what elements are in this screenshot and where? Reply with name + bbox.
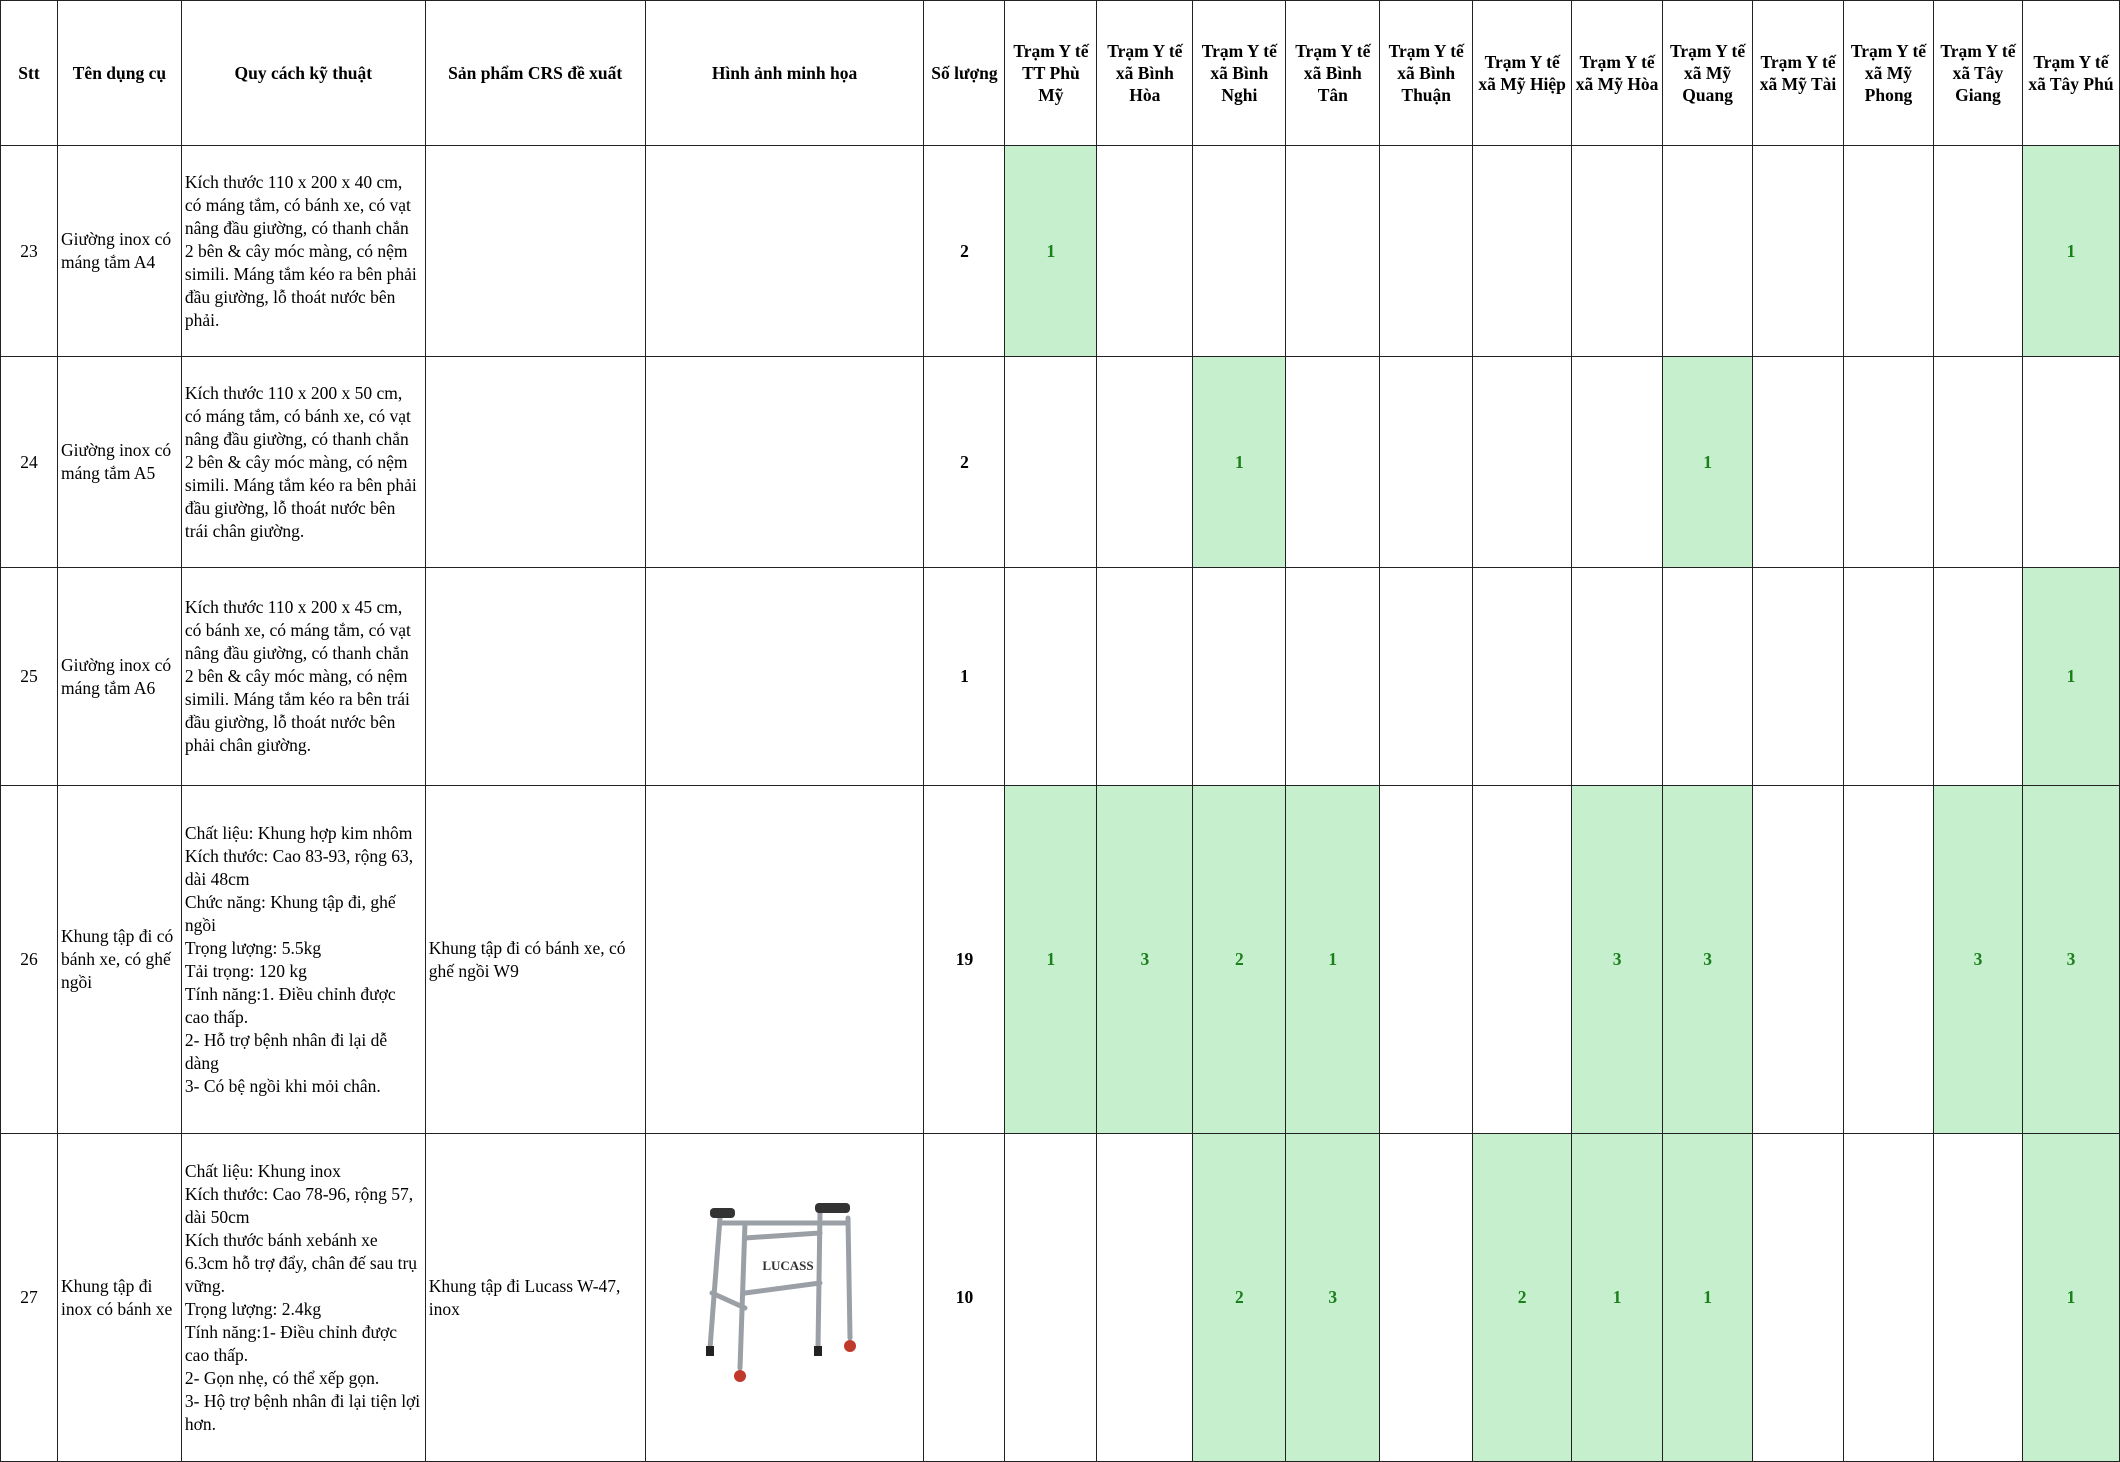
cell-image	[645, 146, 924, 357]
cell-allocation: 1	[1663, 1134, 1753, 1462]
header-image: Hình ảnh minh họa	[645, 1, 924, 146]
cell-allocation: 3	[1286, 1134, 1380, 1462]
header-stt: Stt	[1, 1, 58, 146]
cell-allocation: 2	[1473, 1134, 1572, 1462]
cell-allocation	[1933, 146, 2022, 357]
cell-allocation	[1097, 357, 1193, 568]
cell-allocation: 1	[2022, 568, 2119, 786]
header-product: Sản phẩm CRS đề xuất	[425, 1, 645, 146]
header-spec: Quy cách kỹ thuật	[181, 1, 425, 146]
cell-allocation	[1663, 568, 1753, 786]
cell-allocation	[1380, 568, 1473, 786]
cell-name: Khung tập đi inox có bánh xe	[57, 1134, 181, 1462]
cell-allocation	[1005, 357, 1097, 568]
cell-allocation	[1473, 786, 1572, 1134]
header-name: Tên dụng cụ	[57, 1, 181, 146]
cell-qty: 19	[924, 786, 1005, 1134]
cell-name: Giường inox có máng tắm A6	[57, 568, 181, 786]
header-station: Trạm Y tế xã Bình Hòa	[1097, 1, 1193, 146]
cell-image	[645, 568, 924, 786]
cell-allocation	[1097, 1134, 1193, 1462]
cell-allocation	[2022, 357, 2119, 568]
cell-allocation: 2	[1193, 1134, 1286, 1462]
header-station: Trạm Y tế xã Mỹ Hòa	[1572, 1, 1663, 146]
cell-allocation	[1933, 357, 2022, 568]
cell-allocation	[1933, 1134, 2022, 1462]
cell-stt: 25	[1, 568, 58, 786]
cell-allocation: 3	[2022, 786, 2119, 1134]
header-station: Trạm Y tế xã Bình Nghi	[1193, 1, 1286, 146]
cell-stt: 23	[1, 146, 58, 357]
cell-product: Khung tập đi Lucass W-47, inox	[425, 1134, 645, 1462]
cell-allocation: 3	[1663, 786, 1753, 1134]
header-row	[1, 1, 2120, 146]
cell-stt: 26	[1, 786, 58, 1134]
cell-qty: 2	[924, 357, 1005, 568]
cell-product	[425, 357, 645, 568]
cell-allocation	[1380, 146, 1473, 357]
cell-allocation	[1473, 357, 1572, 568]
cell-product	[425, 146, 645, 357]
cell-allocation	[1844, 568, 1934, 786]
header-station: Trạm Y tế xã Mỹ Tài	[1753, 1, 1844, 146]
cell-allocation	[1844, 786, 1934, 1134]
cell-name: Giường inox có máng tắm A5	[57, 357, 181, 568]
cell-spec: Kích thước 110 x 200 x 50 cm, có máng tắm, có bánh xe, có vạt nâng đầu giường, có thanh chắn 2 bên & cây móc màng, có nệm simili. Máng tắm kéo ra bên phải đầu giường, lỗ thoát nước bên trái chân giường.	[181, 357, 425, 568]
cell-allocation: 1	[1005, 146, 1097, 357]
cell-spec: Chất liệu: Khung inox Kích thước: Cao 78-96, rộng 57, dài 50cm Kích thước bánh xebánh xe 6.3cm hỗ trợ đẩy, chân đế sau trụ vững. Trọng lượng: 2.4kg Tính năng:1- Điều chỉnh được cao thấp. 2- Gọn nhẹ, có thể xếp gọn. 3- Hộ trợ bệnh nhân đi lại tiện lợi hơn.	[181, 1134, 425, 1462]
cell-allocation	[1572, 146, 1663, 357]
cell-name: Giường inox có máng tắm A4	[57, 146, 181, 357]
cell-allocation: 1	[2022, 1134, 2119, 1462]
cell-allocation: 1	[1663, 357, 1753, 568]
cell-allocation: 3	[1097, 786, 1193, 1134]
cell-allocation: 1	[1005, 786, 1097, 1134]
cell-allocation	[1844, 146, 1934, 357]
cell-allocation	[1380, 1134, 1473, 1462]
cell-allocation	[1005, 1134, 1097, 1462]
cell-allocation: 1	[1572, 1134, 1663, 1462]
cell-allocation	[1286, 357, 1380, 568]
cell-allocation	[1286, 146, 1380, 357]
cell-spec: Kích thước 110 x 200 x 40 cm, có máng tắm, có bánh xe, có vạt nâng đầu giường, có thanh chắn 2 bên & cây móc màng, có nệm simili. Máng tắm kéo ra bên phải đầu giường, lỗ thoát nước bên phải.	[181, 146, 425, 357]
header-station: Trạm Y tế xã Bình Thuận	[1380, 1, 1473, 146]
table-row	[1, 146, 2120, 357]
cell-image	[645, 786, 924, 1134]
cell-allocation	[1097, 568, 1193, 786]
cell-allocation	[1753, 146, 1844, 357]
table-row	[1, 357, 2120, 568]
cell-allocation	[1753, 1134, 1844, 1462]
cell-qty: 10	[924, 1134, 1005, 1462]
header-station: Trạm Y tế xã Tây Phú	[2022, 1, 2119, 146]
cell-allocation	[1473, 146, 1572, 357]
cell-spec: Kích thước 110 x 200 x 45 cm, có bánh xe, có máng tắm, có vạt nâng đầu giường, có thanh chắn 2 bên & cây móc màng, có nệm simili. Máng tắm kéo ra bên trái đầu giường, lỗ thoát nước bên phải chân giường.	[181, 568, 425, 786]
walker-image	[649, 1198, 921, 1398]
cell-image	[645, 357, 924, 568]
cell-allocation	[1193, 146, 1286, 357]
cell-product: Khung tập đi có bánh xe, có ghế ngồi W9	[425, 786, 645, 1134]
header-station: Trạm Y tế TT Phù Mỹ	[1005, 1, 1097, 146]
cell-allocation	[1097, 146, 1193, 357]
cell-allocation: 2	[1193, 786, 1286, 1134]
cell-qty: 2	[924, 146, 1005, 357]
walker-brand-label: LUCASS	[761, 1257, 814, 1273]
cell-allocation	[1844, 357, 1934, 568]
cell-allocation	[1753, 786, 1844, 1134]
cell-allocation	[1380, 357, 1473, 568]
cell-allocation: 1	[2022, 146, 2119, 357]
header-station: Trạm Y tế xã Mỹ Hiệp	[1473, 1, 1572, 146]
cell-name: Khung tập đi có bánh xe, có ghế ngồi	[57, 786, 181, 1134]
header-station: Trạm Y tế xã Mỹ Phong	[1844, 1, 1934, 146]
cell-qty: 1	[924, 568, 1005, 786]
cell-allocation	[1193, 568, 1286, 786]
cell-allocation	[1286, 568, 1380, 786]
table-row	[1, 786, 2120, 1134]
cell-allocation	[1380, 786, 1473, 1134]
cell-allocation	[1933, 568, 2022, 786]
cell-allocation	[1663, 146, 1753, 357]
cell-allocation: 3	[1933, 786, 2022, 1134]
header-qty: Số lượng	[924, 1, 1005, 146]
header-station: Trạm Y tế xã Tây Giang	[1933, 1, 2022, 146]
cell-allocation	[1753, 568, 1844, 786]
cell-product	[425, 568, 645, 786]
table-row	[1, 568, 2120, 786]
cell-stt: 27	[1, 1134, 58, 1462]
cell-allocation	[1473, 568, 1572, 786]
cell-spec: Chất liệu: Khung hợp kim nhôm Kích thước: Cao 83-93, rộng 63, dài 48cm Chức năng: Khung tập đi, ghế ngồi Trọng lượng: 5.5kg Tải trọng: 120 kg Tính năng:1. Điều chỉnh được cao thấp. 2- Hỗ trợ bệnh nhân đi lại dễ dàng 3- Có bệ ngồi khi mỏi chân.	[181, 786, 425, 1134]
cell-allocation: 1	[1193, 357, 1286, 568]
cell-allocation: 3	[1572, 786, 1663, 1134]
cell-stt: 24	[1, 357, 58, 568]
header-station: Trạm Y tế xã Mỹ Quang	[1663, 1, 1753, 146]
cell-allocation	[1844, 1134, 1934, 1462]
header-station: Trạm Y tế xã Bình Tân	[1286, 1, 1380, 146]
cell-allocation: 1	[1286, 786, 1380, 1134]
cell-allocation	[1005, 568, 1097, 786]
cell-allocation	[1572, 357, 1663, 568]
cell-image	[645, 1134, 924, 1462]
table-row	[1, 1134, 2120, 1462]
cell-allocation	[1572, 568, 1663, 786]
cell-allocation	[1753, 357, 1844, 568]
